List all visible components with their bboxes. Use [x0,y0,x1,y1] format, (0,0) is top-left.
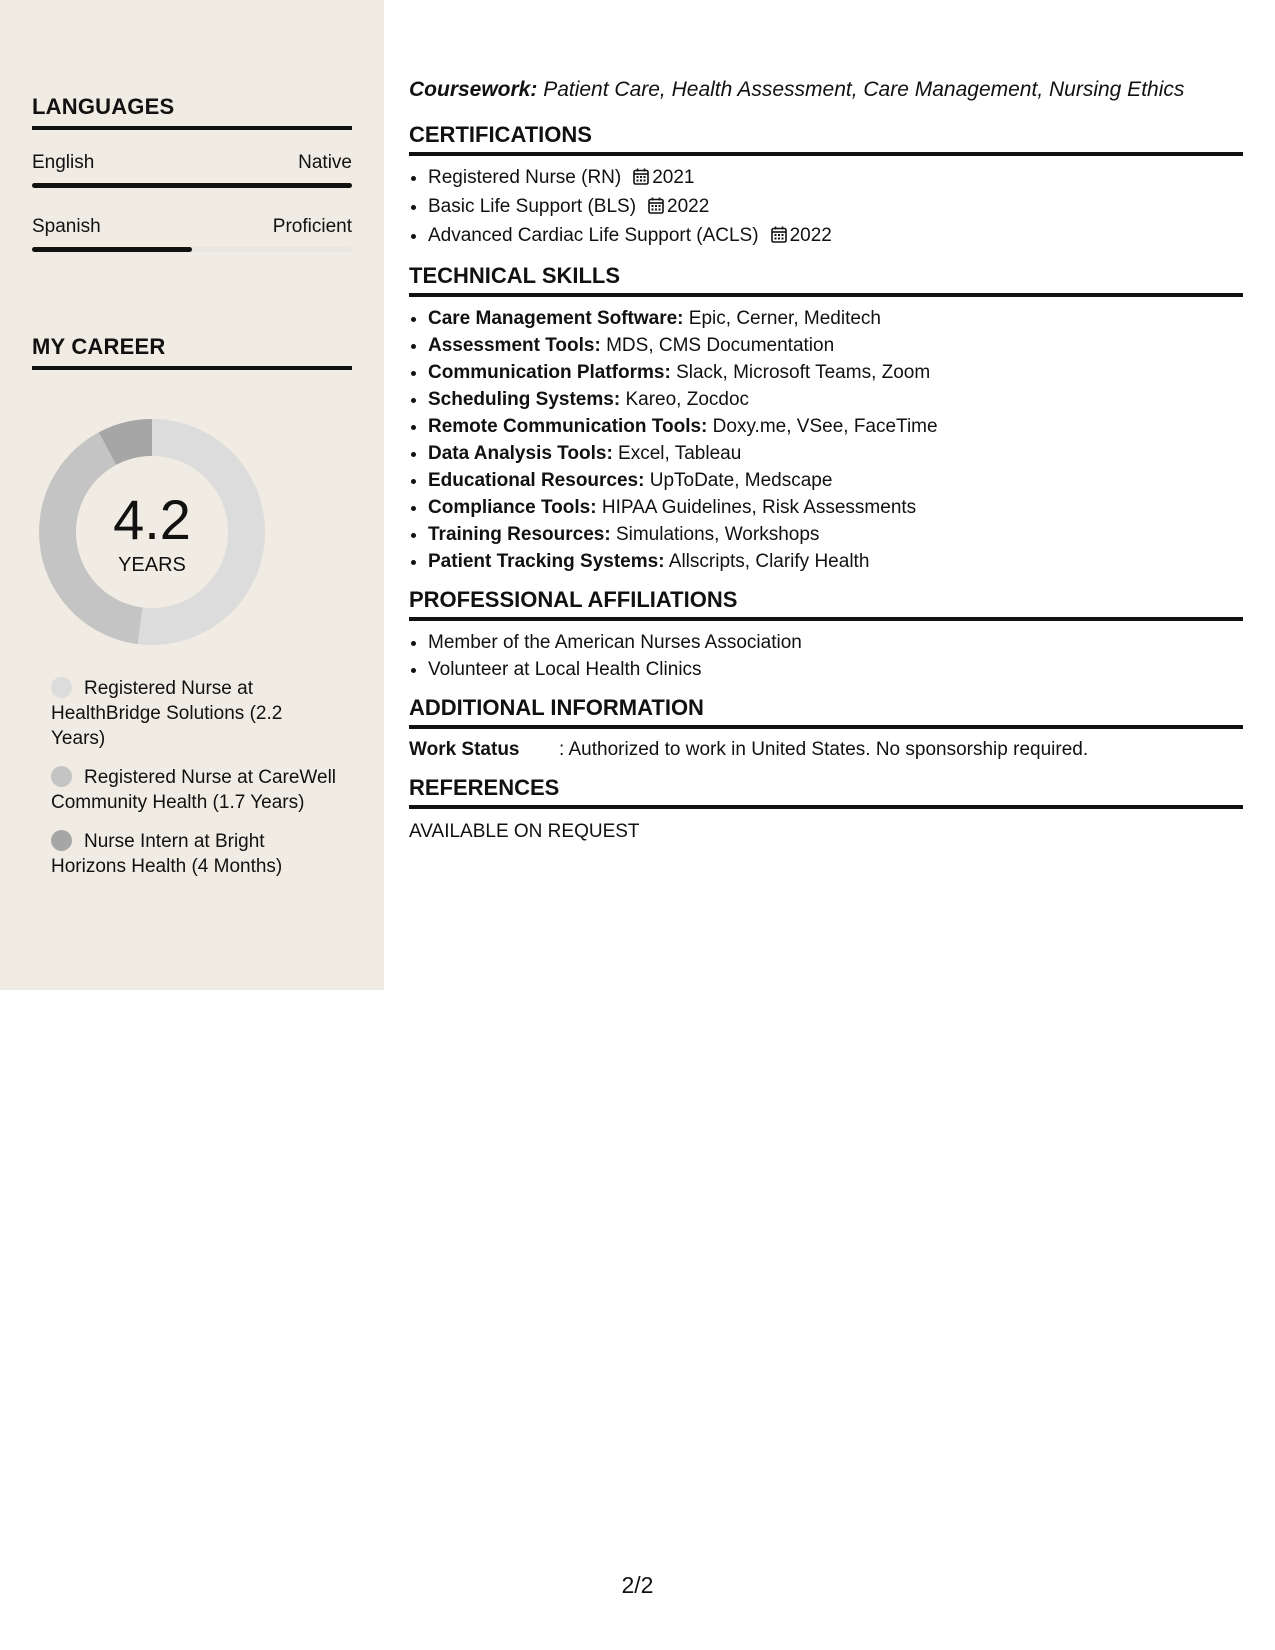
skill-item [428,521,1243,548]
work-status-value: : Authorized to work in United States. No sponsorship required. [559,739,1089,760]
skill-item [428,305,1243,332]
certification-item [428,222,1243,251]
certification-item [428,193,1243,222]
language-level: Native [298,152,352,173]
language-name: Spanish [32,216,101,237]
certification-name: Advanced Cardiac Life Support (ACLS) [428,225,759,246]
skill-item [428,332,1243,359]
skill-label: Patient Tracking Systems: [428,551,665,572]
legend-dot-icon [51,677,72,698]
references-text: AVAILABLE ON REQUEST [409,821,640,842]
skill-value: Epic, Cerner, Meditech [683,308,881,329]
coursework-label: Coursework: [409,78,538,101]
skill-item [428,548,1243,575]
work-status-label: Work Status [409,739,520,760]
skill-label: Data Analysis Tools: [428,443,613,464]
technical-skills-list [409,305,1243,575]
language-proficiency-bar [32,247,352,252]
language-name: English [32,152,95,173]
skill-item [428,413,1243,440]
career-legend-item [51,829,341,879]
career-total-value: 4.2 [113,487,191,551]
page-number: 2/2 [621,1572,654,1598]
certification-name: Basic Life Support (BLS) [428,196,637,217]
language-item [32,152,352,188]
certifications-title: CERTIFICATIONS [409,122,1243,156]
skill-label: Training Resources: [428,524,611,545]
coursework-line [409,78,1243,102]
career-heading: MY CAREER [32,334,352,370]
language-item [32,216,352,252]
language-proficiency-bar [32,183,352,188]
affiliation-item: • Volunteer at Local Health Clinics [428,656,1243,683]
skill-value: HIPAA Guidelines, Risk Assessments [596,497,917,518]
skill-value: UpToDate, Medscape [644,470,833,491]
affiliations-title: PROFESSIONAL AFFILIATIONS [409,587,1243,621]
skill-value: Excel, Tableau [612,443,742,464]
main-content [409,78,1243,843]
skill-value: Doxy.me, VSee, FaceTime [707,416,938,437]
skill-value: Slack, Microsoft Teams, Zoom [670,362,931,383]
career-legend-label: Registered Nurse at HealthBridge Solutions (2.2 Years) [51,678,283,749]
calendar-icon [633,166,649,193]
skill-label: Communication Platforms: [428,362,671,383]
affiliations-list [409,629,1243,683]
skill-label: Compliance Tools: [428,497,597,518]
career-legend-label: Nurse Intern at Bright Horizons Health (4 Months) [51,831,283,877]
language-proficiency-fill [32,247,192,252]
skill-item [428,467,1243,494]
skill-item [428,494,1243,521]
career-section [32,334,352,370]
skill-label: Educational Resources: [428,470,645,491]
skill-value: Allscripts, Clarify Health [664,551,870,572]
career-legend [51,676,341,893]
skill-label: Care Management Software: [428,308,684,329]
references-title: REFERENCES [409,775,1243,809]
additional-info-title: ADDITIONAL INFORMATION [409,695,1243,729]
skill-item [428,359,1243,386]
certifications-list [409,164,1243,251]
technical-skills-title: TECHNICAL SKILLS [409,263,1243,297]
legend-dot-icon [51,766,72,787]
skill-value: Simulations, Workshops [610,524,820,545]
career-total-unit: YEARS [118,553,186,576]
skill-item [428,440,1243,467]
career-legend-item [51,765,341,815]
career-legend-label: Registered Nurse at CareWell Community Health (1.7 Years) [51,767,337,813]
legend-dot-icon [51,830,72,851]
languages-section [32,94,352,252]
career-donut-chart [32,412,272,652]
certification-name: Registered Nurse (RN) [428,167,622,188]
certification-year: 2021 [652,167,695,188]
career-legend-item [51,676,341,751]
language-proficiency-fill [32,183,352,188]
skill-label: Remote Communication Tools: [428,416,708,437]
calendar-icon [771,224,787,251]
skill-item [428,386,1243,413]
certification-item [428,164,1243,193]
certification-year: 2022 [667,196,710,217]
certification-year: 2022 [789,225,832,246]
skill-value: MDS, CMS Documentation [600,335,835,356]
affiliation-item: • Member of the American Nurses Association [428,629,1243,656]
language-level: Proficient [272,216,352,237]
sidebar [0,0,384,990]
skill-label: Scheduling Systems: [428,389,621,410]
languages-heading: LANGUAGES [32,94,352,130]
coursework-text: Patient Care, Health Assessment, Care Management, Nursing Ethics [537,78,1185,101]
work-status-row [409,739,1243,761]
calendar-icon [648,195,664,222]
skill-value: Kareo, Zocdoc [620,389,750,410]
skill-label: Assessment Tools: [428,335,601,356]
